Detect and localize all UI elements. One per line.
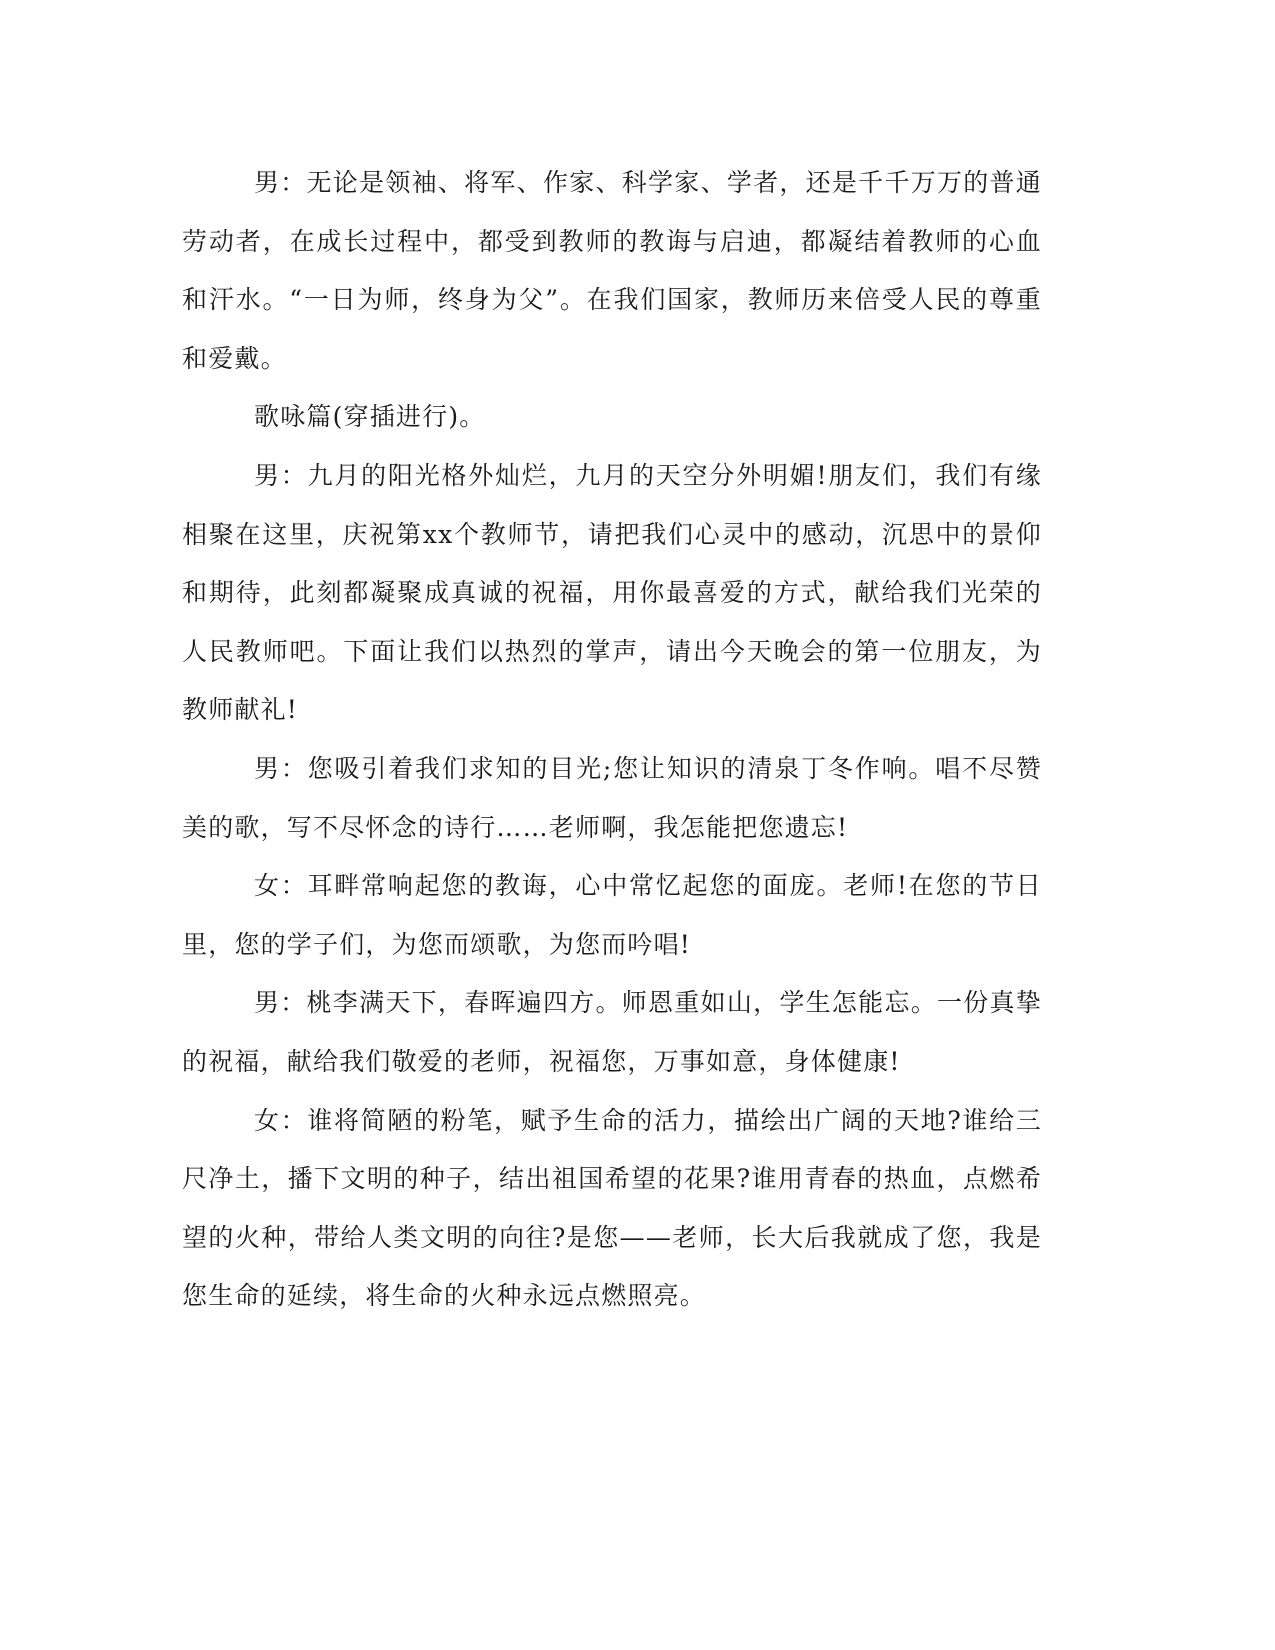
document-body — [182, 154, 1042, 1326]
paragraph: 歌咏篇(穿插进行)。 — [254, 402, 486, 432]
paragraph: 女：耳畔常响起您的教诲，心中常忆起您的面庞。老师!在您的节日里，您的学子们，为您而颂歌，为您而吟唱! — [182, 871, 1042, 959]
paragraph: 女：谁将简陋的粉笔，赋予生命的活力，描绘出广阔的天地?谁给三尺净土，播下文明的种子，结出祖国希望的花果?谁用青春的热血，点燃希望的火种，带给人类文明的向往?是您——老师，长大后我就成了您，我是您生命的延续，将生命的火种永远点燃照亮。 — [182, 1105, 1042, 1311]
paragraph: 男：您吸引着我们求知的目光;您让知识的清泉丁冬作响。唱不尽赞美的歌，写不尽怀念的诗行……老师啊，我怎能把您遗忘! — [182, 753, 1042, 842]
paragraph: 男：桃李满天下，春晖遍四方。师恩重如山，学生怎能忘。一份真挚的祝福，献给我们敬爱的老师，祝福您，万事如意，身体健康! — [182, 988, 1042, 1076]
paragraph: 男：无论是领袖、将军、作家、科学家、学者，还是千千万万的普通劳动者，在成长过程中，都受到教师的教诲与启迪，都凝结着教师的心血和汗水。“一日为师，终身为父”。在我们国家，教师历来倍受人民的尊重和爱戴。 — [182, 168, 1042, 373]
paragraph: 男：九月的阳光格外灿烂，九月的天空分外明媚!朋友们，我们有缘相聚在这里，庆祝第xx个教师节，请把我们心灵中的感动，沉思中的景仰和期待，此刻都凝聚成真诚的祝福，用你最喜爱的方式，献给我们光荣的人民教师吧。下面让我们以热烈的掌声，请出今天晚会的第一位朋友，为教师献礼! — [182, 460, 1042, 725]
